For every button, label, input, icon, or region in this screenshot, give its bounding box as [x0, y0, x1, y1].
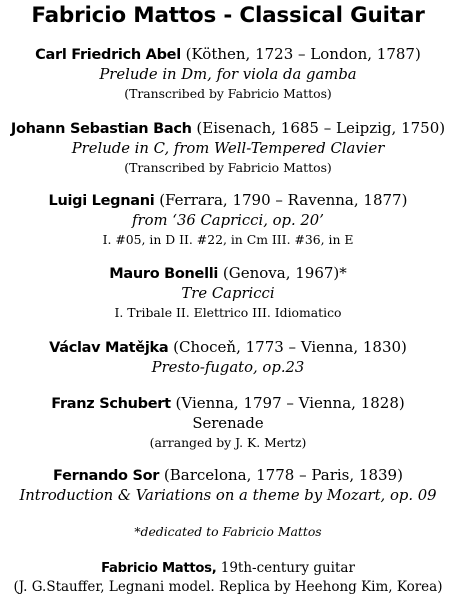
work-title: Prelude in C, from Well-Tempered Clavier — [71, 140, 385, 157]
work-movements: I. Tribale II. Elettrico III. Idiomatico — [114, 305, 342, 320]
composer-line — [0, 337, 456, 358]
performer-instrument: 19th-century guitar — [216, 560, 355, 576]
page-title: Fabricio Mattos - Classical Guitar — [31, 3, 425, 28]
dedication-note: *dedicated to Fabricio Mattos — [134, 524, 322, 539]
performer-line — [0, 559, 456, 578]
work-title: Serenade — [192, 415, 264, 432]
work-note: (Transcribed by Fabricio Mattos) — [124, 160, 332, 175]
dedication-block — [0, 524, 456, 539]
performer-name: Fabricio Mattos, — [101, 561, 217, 576]
work-movements: I. #05, in D II. #22, in Cm III. #36, in E — [102, 232, 354, 247]
work-note: (arranged by J. K. Mertz) — [149, 435, 307, 450]
work-title: Introduction & Variations on a theme by Mozart, op. 09 — [19, 487, 437, 504]
composer-name: Franz Schubert — [51, 396, 171, 412]
program-entry-schubert — [0, 393, 456, 452]
composer-name: Václav Matějka — [49, 340, 169, 356]
composer-name: Fernando Sor — [53, 468, 160, 484]
composer-dates: (Eisenach, 1685 – Leipzig, 1750) — [191, 119, 446, 137]
composer-name: Mauro Bonelli — [109, 266, 219, 282]
composer-line — [0, 393, 456, 414]
composer-dates: (Köthen, 1723 – London, 1787) — [180, 45, 421, 63]
performer-block — [0, 559, 456, 596]
program-entry-matejka — [0, 337, 456, 378]
composer-line — [0, 118, 456, 139]
program-entry-sor — [0, 465, 456, 506]
work-title: Tre Capricci — [181, 285, 275, 302]
composer-dates: (Genova, 1967)* — [218, 264, 347, 282]
program-entry-abel — [0, 44, 456, 103]
program-entry-bonelli — [0, 263, 456, 322]
program-entry-bach — [0, 118, 456, 177]
program-entry-legnani — [0, 190, 456, 249]
composer-line — [0, 263, 456, 284]
work-title: Prelude in Dm, for viola da gamba — [99, 66, 357, 83]
work-title: from ‘36 Capricci, op. 20’ — [132, 212, 324, 229]
work-title: Presto-fugato, op.23 — [151, 359, 305, 376]
composer-line — [0, 190, 456, 211]
composer-line — [0, 465, 456, 486]
composer-line — [0, 44, 456, 65]
composer-dates: (Choceň, 1773 – Vienna, 1830) — [168, 338, 407, 356]
work-note: (Transcribed by Fabricio Mattos) — [124, 86, 332, 101]
composer-name: Carl Friedrich Abel — [35, 47, 181, 63]
composer-dates: (Vienna, 1797 – Vienna, 1828) — [170, 394, 405, 412]
composer-dates: (Ferrara, 1790 – Ravenna, 1877) — [154, 191, 408, 209]
composer-name: Johann Sebastian Bach — [10, 121, 192, 137]
composer-dates: (Barcelona, 1778 – Paris, 1839) — [159, 466, 403, 484]
performer-details: (J. G.Stauffer, Legnani model. Replica by Heehong Kim, Korea) — [13, 579, 443, 595]
composer-name: Luigi Legnani — [48, 193, 155, 209]
